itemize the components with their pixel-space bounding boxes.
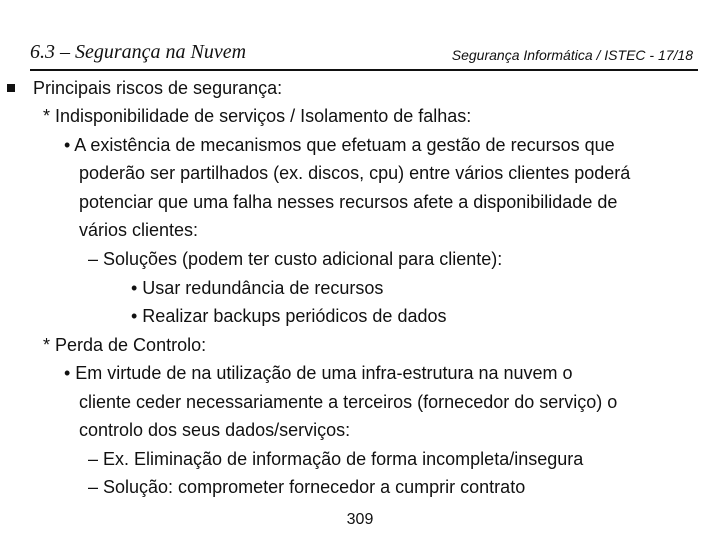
item1-title: * Indisponibilidade de serviços / Isolamento de falhas: (43, 106, 472, 126)
item2-text-line1: • Em virtude de na utilização de uma infra-estrutura na nuvem o (64, 363, 573, 383)
item2-title: * Perda de Controlo: (43, 335, 207, 355)
item1-text-line3: potenciar que uma falha nesses recursos afete a disponibilidade de (79, 192, 618, 212)
item1-text-line2: poderão ser partilhados (ex. discos, cpu) entre vários clientes poderá (79, 163, 631, 183)
item1-solution-redundancy: • Usar redundância de recursos (131, 278, 384, 298)
item2-example: – Ex. Eliminação de informação de forma incompleta/insegura (88, 449, 584, 469)
header-divider (30, 69, 698, 71)
page-number: 309 (346, 511, 374, 528)
heading-main-risks: Principais riscos de segurança: (33, 78, 283, 98)
square-bullet-icon (7, 84, 15, 92)
item2-solution: – Solução: comprometer fornecedor a cumprir contrato (88, 477, 526, 497)
section-title: 6.3 – Segurança na Nuvem (30, 41, 247, 63)
item2-text-line3: controlo dos seus dados/serviços: (79, 420, 351, 440)
item2-text-line2: cliente ceder necessariamente a terceiros (fornecedor do serviço) o (79, 392, 618, 412)
item1-text-line1: • A existência de mecanismos que efetuam a gestão de recursos que (64, 135, 615, 155)
item1-text-line4: vários clientes: (79, 220, 199, 240)
course-info: Segurança Informática / ISTEC - 17/18 (451, 47, 693, 63)
item1-solution-backups: • Realizar backups periódicos de dados (131, 306, 447, 326)
item1-solutions-heading: – Soluções (podem ter custo adicional para cliente): (88, 249, 503, 269)
